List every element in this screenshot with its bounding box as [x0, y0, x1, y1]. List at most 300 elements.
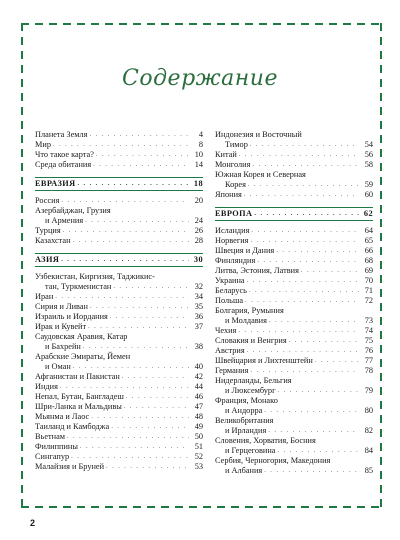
entry-page: 70 — [364, 276, 373, 285]
dot-leader — [278, 386, 360, 396]
toc-entry — [215, 256, 373, 266]
entry-title: Словакия и Венгрия — [215, 336, 287, 345]
frame-segment — [21, 499, 23, 507]
frame-segment — [380, 163, 382, 171]
dot-leader — [238, 326, 359, 336]
toc-entry — [35, 452, 203, 462]
entry-last-line — [215, 466, 373, 476]
frame-segment — [371, 506, 379, 508]
frame-segment — [21, 205, 23, 213]
entry-page: 80 — [364, 406, 373, 415]
frame-segment — [380, 457, 382, 465]
entry-line: Азербайджан, Грузия — [35, 206, 111, 215]
frame-segment — [119, 23, 127, 25]
entry-page: 60 — [364, 190, 373, 199]
dot-leader — [124, 402, 189, 412]
dot-leader — [244, 190, 359, 200]
frame-segment — [21, 247, 23, 255]
entry-last-line — [35, 216, 203, 226]
frame-segment — [49, 23, 57, 25]
entry-title: Мьянма и Лаос — [35, 412, 90, 421]
frame-segment — [21, 37, 23, 45]
frame-segment — [175, 506, 183, 508]
dot-leader — [91, 412, 189, 422]
frame-segment — [21, 457, 23, 465]
dot-leader — [251, 236, 360, 246]
toc-entry — [215, 396, 373, 416]
entry-title: Монголия — [215, 160, 251, 169]
entry-title: Афганистан и Пакистан — [35, 372, 120, 381]
entry-title: и Молдавия — [225, 316, 267, 325]
frame-segment — [245, 506, 253, 508]
toc-left-column — [35, 130, 203, 472]
entry-title: Турция — [35, 226, 61, 235]
frame-segment — [91, 506, 99, 508]
frame-segment — [35, 506, 43, 508]
dot-leader — [264, 406, 359, 416]
toc-entry — [215, 246, 373, 256]
toc-entry — [35, 160, 203, 170]
frame-segment — [273, 506, 281, 508]
entry-title: Среда обитания — [35, 160, 92, 169]
frame-segment — [21, 317, 23, 325]
entry-page: 26 — [194, 226, 203, 235]
entry-title: Что такое карта? — [35, 150, 94, 159]
frame-segment — [21, 23, 23, 31]
frame-segment — [343, 506, 351, 508]
entry-page: 54 — [364, 140, 373, 149]
frame-segment — [287, 23, 295, 25]
frame-segment — [21, 93, 23, 101]
frame-segment — [77, 23, 85, 25]
frame-segment — [259, 23, 267, 25]
frame-segment — [217, 23, 225, 25]
toc-entry — [35, 422, 203, 432]
entry-page: 32 — [194, 282, 203, 291]
entry-page: 78 — [364, 366, 373, 375]
entry-title: Швейцария и Лихтенштейн — [215, 356, 313, 365]
toc-entry — [35, 312, 203, 322]
toc-section-heading — [215, 208, 373, 220]
dot-leader — [61, 254, 189, 266]
frame-segment — [105, 23, 113, 25]
toc-entry — [35, 392, 203, 402]
frame-segment — [380, 149, 382, 157]
toc-entry — [215, 326, 373, 336]
entry-last-line — [215, 406, 373, 416]
frame-segment — [189, 506, 197, 508]
dot-leader — [315, 356, 359, 366]
toc-entry — [35, 442, 203, 452]
dot-leader — [77, 178, 189, 190]
dot-leader — [254, 208, 359, 220]
frame-segment — [21, 359, 23, 367]
entry-title: и Люксембург — [225, 386, 276, 395]
entry-page: 46 — [194, 392, 203, 401]
dot-leader — [55, 292, 189, 302]
dot-leader — [96, 150, 189, 160]
frame-segment — [380, 415, 382, 423]
entry-page: 36 — [194, 312, 203, 321]
frame-segment — [21, 149, 23, 157]
entry-page: 64 — [364, 226, 373, 235]
toc-entry — [215, 160, 373, 170]
dot-leader — [251, 226, 359, 236]
entry-line: Словения, Хорватия, Босния — [215, 436, 316, 445]
dot-leader — [247, 346, 359, 356]
frame-segment — [380, 247, 382, 255]
frame-segment — [147, 506, 155, 508]
entry-title: Россия — [35, 196, 60, 205]
frame-segment — [380, 233, 382, 241]
entry-page: 74 — [364, 326, 373, 335]
frame-segment — [77, 506, 85, 508]
page-title: Содержание — [122, 66, 278, 91]
frame-segment — [380, 289, 382, 297]
entry-page: 73 — [364, 316, 373, 325]
dot-leader — [249, 286, 359, 296]
entry-line: Франция, Монако — [215, 396, 278, 405]
dot-leader — [110, 312, 189, 322]
dot-leader — [73, 236, 189, 246]
frame-segment — [21, 429, 23, 437]
entry-page: 38 — [194, 342, 203, 351]
entry-title: Ирак и Кувейт — [35, 322, 87, 331]
entry-title: Украина — [215, 276, 245, 285]
frame-segment — [133, 23, 141, 25]
toc-entry — [215, 416, 373, 436]
dot-leader — [90, 302, 189, 312]
frame-segment — [380, 121, 382, 129]
entry-last-line — [215, 386, 373, 396]
entry-page: 52 — [194, 452, 203, 461]
frame-segment — [21, 401, 23, 409]
toc-right-column — [215, 130, 373, 476]
dot-leader — [250, 366, 359, 376]
entry-title: Литва, Эстония, Латвия — [215, 266, 299, 275]
entry-last-line — [215, 140, 373, 150]
entry-line: Саудовская Аравия, Катар — [35, 332, 128, 341]
frame-segment — [231, 506, 239, 508]
entry-title: и Оман — [45, 362, 71, 371]
frame-segment — [380, 191, 382, 199]
toc-entry — [35, 332, 203, 352]
dot-leader — [276, 246, 359, 256]
entry-page: 66 — [364, 246, 373, 255]
toc-entry — [35, 462, 203, 472]
dot-leader — [73, 362, 189, 372]
frame-segment — [161, 506, 169, 508]
frame-segment — [380, 261, 382, 269]
entry-line: Великобритания — [215, 416, 274, 425]
toc-entry — [215, 346, 373, 356]
entry-title: Индия — [35, 382, 58, 391]
entry-page: 40 — [194, 362, 203, 371]
frame-segment — [203, 506, 211, 508]
entry-line: Индонезия и Восточный — [215, 130, 302, 139]
entry-line: Нидерланды, Бельгия — [215, 376, 292, 385]
entry-page: 48 — [194, 412, 203, 421]
entry-title: Швеция и Дания — [215, 246, 275, 255]
dot-leader — [85, 216, 189, 226]
entry-title: и Герцеговина — [225, 446, 276, 455]
dot-leader — [53, 140, 189, 150]
entry-page: 58 — [364, 160, 373, 169]
entry-page: 37 — [194, 322, 203, 331]
frame-segment — [21, 107, 23, 115]
frame-segment — [245, 23, 253, 25]
section-gap — [215, 200, 373, 207]
toc-entry — [215, 306, 373, 326]
toc-entry — [215, 336, 373, 346]
toc-entry — [215, 286, 373, 296]
entry-title: Сингапур — [35, 452, 70, 461]
dot-leader — [89, 130, 189, 140]
dot-leader — [239, 150, 359, 160]
frame-segment — [301, 506, 309, 508]
frame-segment — [380, 443, 382, 451]
toc-entry — [215, 366, 373, 376]
entry-page: 59 — [364, 180, 373, 189]
entry-page: 20 — [194, 196, 203, 205]
frame-segment — [380, 485, 382, 493]
frame-segment — [329, 23, 337, 25]
entry-title: Корея — [225, 180, 246, 189]
entry-page: 69 — [364, 266, 373, 275]
frame-segment — [203, 23, 211, 25]
dot-leader — [60, 382, 189, 392]
frame-segment — [105, 506, 113, 508]
toc-entry — [35, 130, 203, 140]
section-title: ЕВРАЗИЯ — [35, 179, 76, 188]
toc-entry — [215, 190, 373, 200]
frame-segment — [21, 471, 23, 479]
page-number: 2 — [30, 518, 36, 528]
toc-entry — [35, 432, 203, 442]
entry-page: 47 — [194, 402, 203, 411]
frame-segment — [371, 23, 379, 25]
frame-segment — [21, 373, 23, 381]
dot-leader — [83, 342, 189, 352]
entry-title: Таиланд и Камбоджа — [35, 422, 110, 431]
frame-segment — [357, 23, 365, 25]
entry-title: Сирия и Ливан — [35, 302, 88, 311]
toc-entry — [35, 302, 203, 312]
section-gap — [35, 246, 203, 253]
frame-segment — [119, 506, 127, 508]
toc-entry — [215, 296, 373, 306]
entry-last-line — [35, 282, 203, 292]
entry-title: Иран — [35, 292, 54, 301]
entry-page: 72 — [364, 296, 373, 305]
frame-segment — [175, 23, 183, 25]
toc-entry — [215, 356, 373, 366]
entry-page: 34 — [194, 292, 203, 301]
entry-title: Малайзия и Бруней — [35, 462, 105, 471]
dot-leader — [80, 442, 189, 452]
entry-last-line — [215, 446, 373, 456]
entry-page: 79 — [364, 386, 373, 395]
frame-segment — [380, 23, 382, 31]
entry-page: 35 — [194, 302, 203, 311]
toc-entry — [215, 170, 373, 190]
frame-segment — [21, 331, 23, 339]
toc-entry — [35, 236, 203, 246]
frame-segment — [380, 359, 382, 367]
toc-entry — [215, 376, 373, 396]
frame-segment — [380, 387, 382, 395]
entry-last-line — [215, 180, 373, 190]
frame-segment — [380, 219, 382, 227]
toc-entry — [215, 266, 373, 276]
frame-segment — [63, 506, 71, 508]
entry-title: Израиль и Иордания — [35, 312, 108, 321]
entry-page: 84 — [364, 446, 373, 455]
dot-leader — [88, 322, 189, 332]
entry-page: 24 — [194, 216, 203, 225]
dot-leader — [111, 422, 189, 432]
frame-segment — [21, 233, 23, 241]
section-page: 62 — [363, 209, 373, 218]
frame-segment — [343, 23, 351, 25]
frame-segment — [231, 23, 239, 25]
entry-page: 42 — [194, 372, 203, 381]
section-title: АЗИЯ — [35, 255, 60, 264]
dot-leader — [252, 160, 359, 170]
entry-title: и Андорра — [225, 406, 263, 415]
frame-segment — [380, 135, 382, 143]
entry-page: 82 — [364, 426, 373, 435]
entry-title: тан, Туркменистан — [45, 282, 112, 291]
toc-entry — [35, 292, 203, 302]
entry-page: 75 — [364, 336, 373, 345]
toc-entry — [35, 272, 203, 292]
frame-segment — [21, 303, 23, 311]
entry-page: 76 — [364, 346, 373, 355]
toc-entry — [215, 226, 373, 236]
entry-page: 10 — [194, 150, 203, 159]
entry-page: 56 — [364, 150, 373, 159]
toc-section-heading — [35, 178, 203, 190]
frame-segment — [287, 506, 295, 508]
toc-entry — [215, 236, 373, 246]
frame-segment — [147, 23, 155, 25]
dot-leader — [113, 282, 189, 292]
section-title: ЕВРОПА — [215, 209, 253, 218]
entry-page: 8 — [198, 140, 203, 149]
entry-title: и Бахрейн — [45, 342, 81, 351]
frame-segment — [380, 401, 382, 409]
dot-leader — [67, 432, 189, 442]
entry-page: 71 — [364, 286, 373, 295]
frame-segment — [380, 345, 382, 353]
entry-title: Непал, Бутан, Бангладеш — [35, 392, 124, 401]
entry-title: Исландия — [215, 226, 250, 235]
frame-segment — [380, 429, 382, 437]
dot-leader — [257, 256, 359, 266]
entry-last-line — [35, 362, 203, 372]
entry-page: 14 — [194, 160, 203, 169]
toc-entry — [215, 150, 373, 160]
entry-line: Арабские Эмираты, Йемен — [35, 352, 131, 361]
toc-entry — [35, 206, 203, 226]
entry-title: Тимор — [225, 140, 248, 149]
dot-leader — [269, 316, 359, 326]
entry-title: и Ирландия — [225, 426, 267, 435]
entry-page: 68 — [364, 256, 373, 265]
entry-last-line — [215, 316, 373, 326]
frame-segment — [21, 261, 23, 269]
frame-segment — [49, 506, 57, 508]
toc-entry — [35, 226, 203, 236]
dot-leader — [289, 336, 359, 346]
entry-title: Япония — [215, 190, 242, 199]
toc-entry — [215, 276, 373, 286]
dot-leader — [264, 466, 359, 476]
frame-segment — [273, 23, 281, 25]
entry-line: Узбекистан, Киргизия, Таджикис- — [35, 272, 155, 281]
entry-title: Планета Земля — [35, 130, 88, 139]
frame-segment — [380, 331, 382, 339]
frame-segment — [21, 345, 23, 353]
frame-segment — [91, 23, 99, 25]
toc-entry — [35, 140, 203, 150]
dot-leader — [247, 276, 359, 286]
frame-segment — [380, 373, 382, 381]
entry-page: 51 — [194, 442, 203, 451]
frame-segment — [21, 177, 23, 185]
entry-title: Беларусь — [215, 286, 247, 295]
dot-leader — [268, 426, 359, 436]
entry-page: 44 — [194, 382, 203, 391]
toc-section-heading — [35, 254, 203, 266]
toc-entry — [215, 436, 373, 456]
entry-title: и Албания — [225, 466, 263, 475]
entry-title: Чехия — [215, 326, 237, 335]
frame-segment — [21, 387, 23, 395]
entry-page: 53 — [194, 462, 203, 471]
entry-page: 4 — [198, 130, 203, 139]
frame-segment — [21, 163, 23, 171]
frame-segment — [315, 23, 323, 25]
entry-line: Южная Корея и Северная — [215, 170, 306, 179]
entry-last-line — [215, 426, 373, 436]
frame-segment — [329, 506, 337, 508]
frame-segment — [21, 191, 23, 199]
frame-segment — [189, 23, 197, 25]
frame-segment — [380, 205, 382, 213]
entry-title: Китай — [215, 150, 237, 159]
toc-entry — [35, 150, 203, 160]
frame-segment — [380, 317, 382, 325]
entry-title: Филиппины — [35, 442, 78, 451]
entry-page: 49 — [194, 422, 203, 431]
frame-segment — [380, 471, 382, 479]
frame-segment — [63, 23, 71, 25]
entry-title: Шри-Ланка и Мальдивы — [35, 402, 122, 411]
frame-segment — [315, 506, 323, 508]
frame-segment — [21, 121, 23, 129]
toc-entry — [215, 456, 373, 476]
entry-title: и Армения — [45, 216, 84, 225]
dot-leader — [122, 372, 189, 382]
entry-title: Казахстан — [35, 236, 71, 245]
toc-entry — [35, 412, 203, 422]
frame-segment — [301, 23, 309, 25]
entry-page: 65 — [364, 236, 373, 245]
entry-page: 85 — [364, 466, 373, 475]
entry-page: 50 — [194, 432, 203, 441]
